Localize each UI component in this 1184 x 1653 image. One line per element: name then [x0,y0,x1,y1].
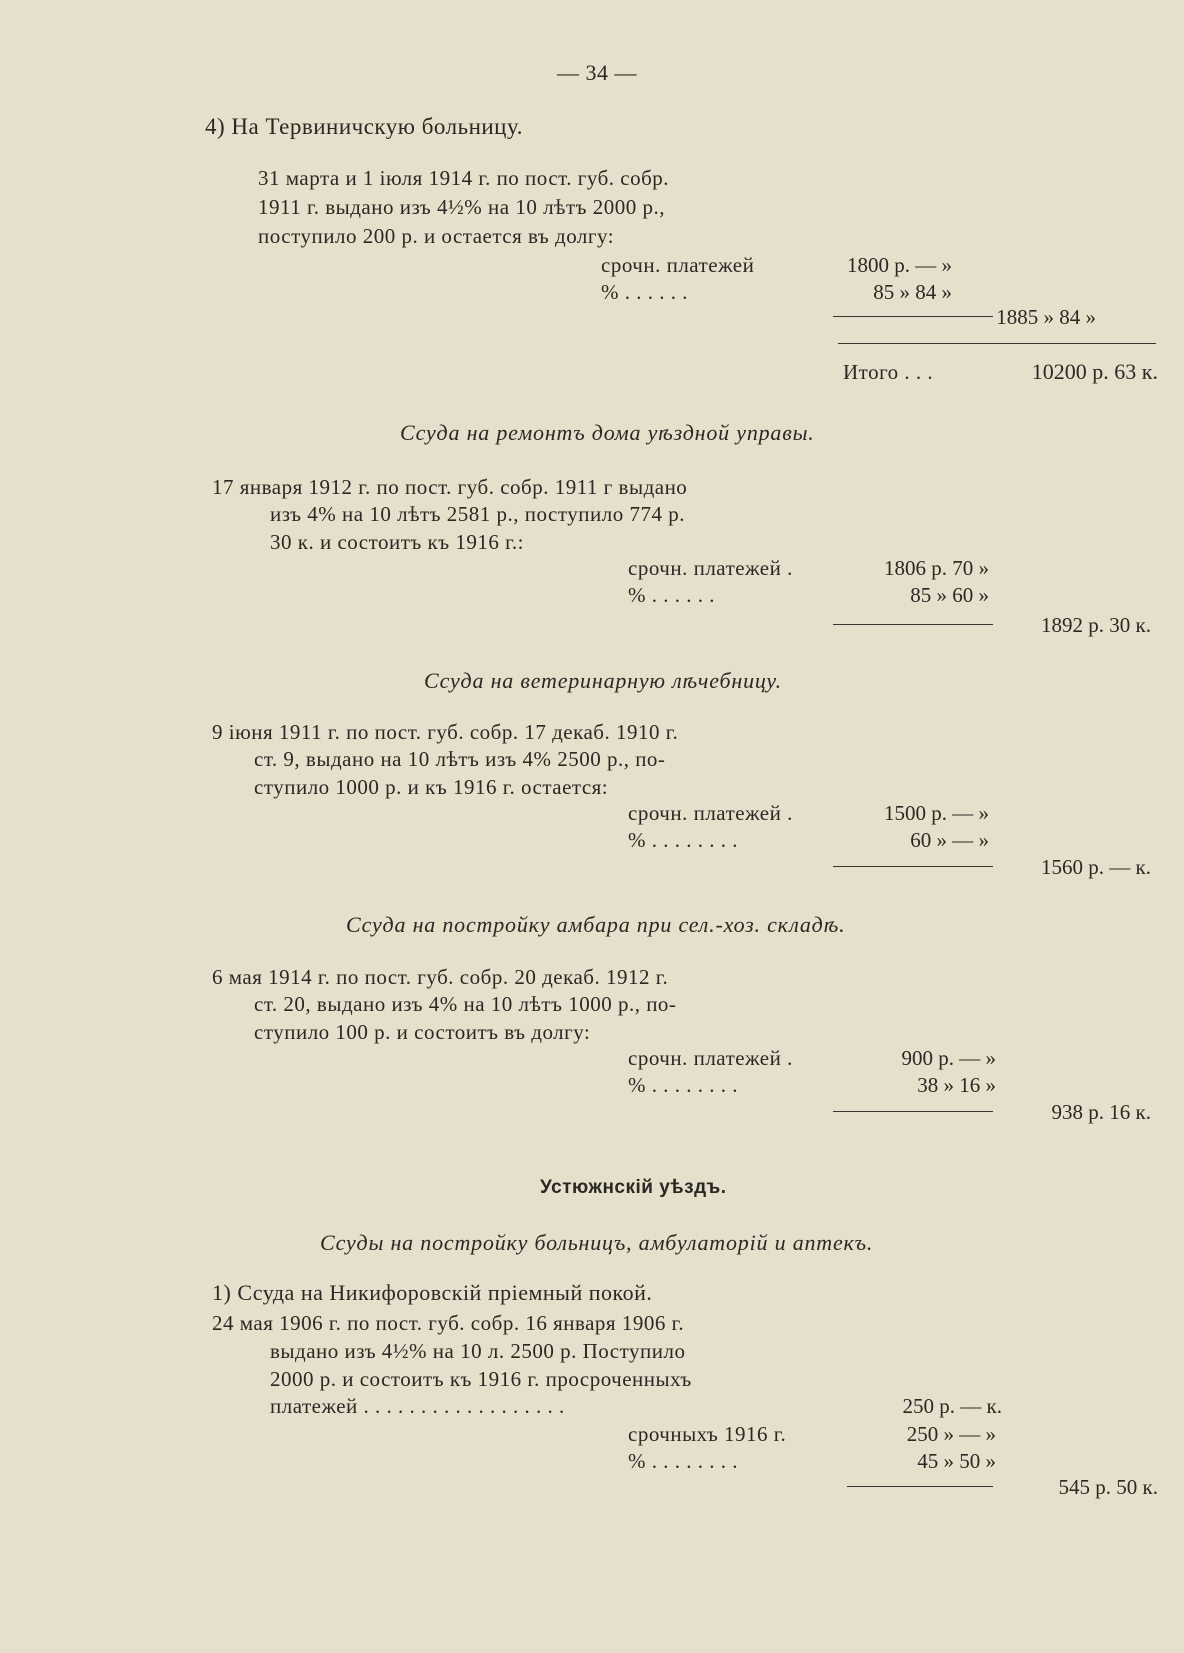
text-line: 30 к. и состоитъ къ 1916 г.: [270,530,524,554]
row-amount: 250 » — » [906,1422,996,1446]
row-label: срочн. платежей . [628,801,793,825]
row-label: срочн. платежей . [628,556,793,580]
text-line: выдано изъ 4½% на 10 л. 2500 р. Поступило [270,1339,686,1363]
section-heading: 4) На Тервиничскую больницу. [205,114,523,139]
text-line: ст. 20, выдано изъ 4% на 10 лѣтъ 1000 р., по- [254,992,677,1016]
row-label: % . . . . . . [628,583,715,607]
row-amount: 1500 р. — » [884,801,989,825]
row-label: % . . . . . . . . [628,828,738,852]
section-total: 545 р. 50 к. [1058,1475,1158,1499]
row-amount: 1806 р. 70 » [884,556,989,580]
section-total: 938 р. 16 к. [1051,1100,1151,1124]
sub-heading: 1) Ссуда на Никифоровскій пріемный покой. [212,1280,653,1305]
section-title: Ссуда на ветеринарную лѣчебницу. [424,668,782,693]
itogo-value: 10200 р. 63 к. [1031,359,1158,384]
text-line: 9 іюня 1911 г. по пост. губ. собр. 17 декаб. 1910 г. [212,720,679,744]
row-amount: 250 р. — к. [902,1394,1002,1418]
section-total: 1892 р. 30 к. [1041,613,1151,637]
row-amount: 1800 р. — » [847,253,952,277]
sum-rule [833,1111,993,1112]
section-total: 1885 » 84 » [996,305,1096,329]
text-line: ст. 9, выдано на 10 лѣтъ изъ 4% 2500 р., по- [254,747,666,771]
text-line: поступило 200 р. и остается въ долгу: [258,224,615,248]
row-label: срочн. платежей . [628,1046,793,1070]
row-amount: 38 » 16 » [917,1073,996,1097]
row-label: срочныхъ 1916 г. [628,1422,787,1446]
row-label: % . . . . . . . . [628,1073,738,1097]
text-line: 17 января 1912 г. по пост. губ. собр. 1911 г выдано [212,475,688,499]
text-line: ступило 100 р. и состоитъ въ долгу: [254,1020,591,1044]
row-amount: 45 » 50 » [917,1449,996,1473]
row-label: % . . . . . . [601,280,688,304]
section-title: Ссуды на постройку больницъ, амбулаторій и аптекъ. [320,1230,874,1255]
text-line: 1911 г. выдано изъ 4½% на 10 лѣтъ 2000 р., [258,195,665,219]
text-line: 6 мая 1914 г. по пост. губ. собр. 20 декаб. 1912 г. [212,965,669,989]
sum-rule [847,1486,993,1487]
district-heading: Устюжнскій уѣздъ. [540,1177,727,1198]
row-amount: 85 » 84 » [873,280,952,304]
text-line: 2000 р. и состоитъ къ 1916 г. просроченныхъ [270,1367,692,1391]
row-label: % . . . . . . . . [628,1449,738,1473]
section-title: Ссуда на постройку амбара при сел.-хоз. складѣ. [346,912,846,937]
text-line: платежей . . . . . . . . . . . . . . . . . . [270,1394,565,1418]
section-title: Ссуда на ремонтъ дома уѣздной управы. [400,420,815,445]
text-line: ступило 1000 р. и къ 1916 г. остается: [254,775,609,799]
page-number: — 34 — [557,60,637,85]
sum-rule [833,866,993,867]
row-amount: 60 » — » [910,828,989,852]
section-total: 1560 р. — к. [1041,855,1151,879]
row-amount: 85 » 60 » [910,583,989,607]
itogo-label: Итого . . . [843,360,934,384]
text-line: 31 марта и 1 іюля 1914 г. по пост. губ. собр. [258,166,670,190]
row-amount: 900 р. — » [901,1046,996,1070]
row-label: срочн. платежей [601,253,755,277]
sum-rule [833,624,993,625]
text-line: изъ 4% на 10 лѣтъ 2581 р., поступило 774 р. [270,502,685,526]
total-rule [838,343,1156,344]
sum-rule [833,316,993,317]
text-line: 24 мая 1906 г. по пост. губ. собр. 16 января 1906 г. [212,1311,685,1335]
